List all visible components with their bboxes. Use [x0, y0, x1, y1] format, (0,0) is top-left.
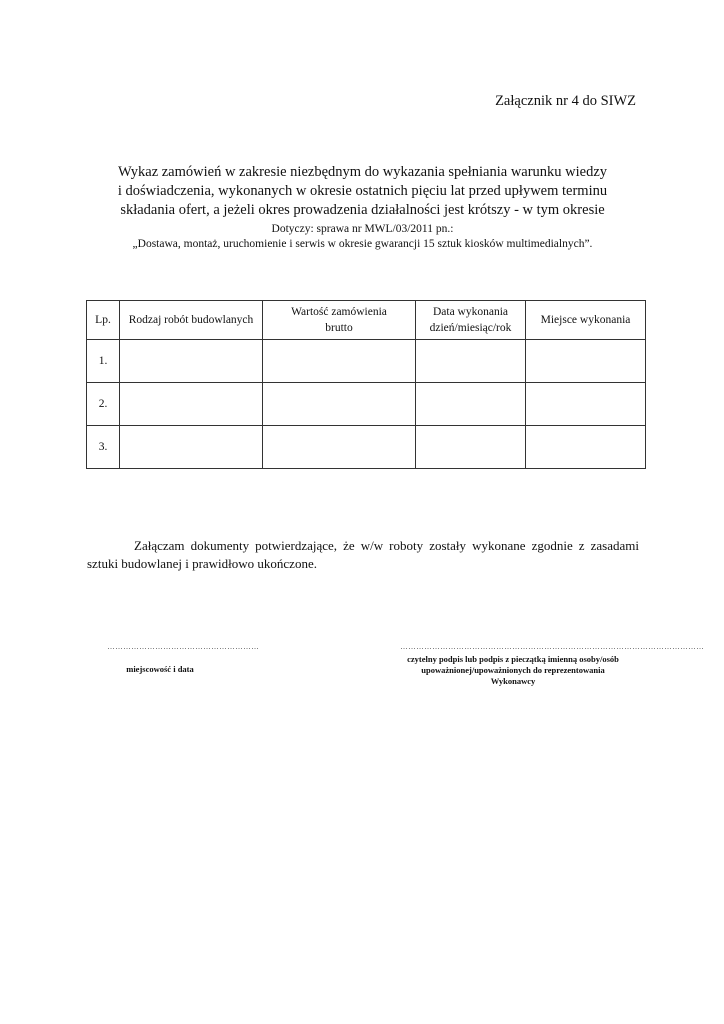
signature-label-line2: upoważnionej/upoważnionych do reprezentowania [421, 665, 605, 675]
case-number: Dotyczy: sprawa nr MWL/03/2011 pn.: [271, 223, 454, 235]
row-number: 1. [87, 340, 120, 383]
procurement-title: „Dostawa, montaż, uruchomienie i serwis w okresie gwarancji 15 sztuk kiosków multimedialnych”. [132, 238, 593, 250]
table-header-row [87, 301, 646, 340]
signature-label-line1: czytelny podpis lub podpis z pieczątką imienną osoby/osób [407, 654, 619, 664]
cell-value[interactable] [263, 340, 416, 383]
attachment-statement: Załączam dokumenty potwierdzające, że w/w roboty zostały wykonane zgodnie z zasadami sztuki budowlanej i prawidłowo ukończone. [87, 538, 639, 571]
header-date-line2: dzień/miesiąc/rok [429, 322, 512, 334]
cell-works-type[interactable] [120, 383, 263, 426]
regarding-block [60, 222, 665, 252]
row-number: 2. [87, 383, 120, 426]
heading-line-1: Wykaz zamówień w zakresie niezbędnym do wykazania spełniania warunku wiedzy [117, 164, 608, 180]
cell-works-type[interactable] [120, 426, 263, 469]
cell-place[interactable] [526, 383, 646, 426]
cell-value[interactable] [263, 426, 416, 469]
header-date-line1: Data wykonania [432, 306, 509, 318]
heading-line-2: i doświadczenia, wykonanych w okresie ostatnich pięciu lat przed upływem terminu [117, 183, 608, 199]
signature-label-line3: Wykonawcy [490, 676, 536, 686]
cell-place[interactable] [526, 340, 646, 383]
signature-line[interactable]: …………………………………………………………………………………………………… [400, 642, 704, 651]
header-value [263, 301, 416, 340]
header-value-line1: Wartość zamówienia [291, 306, 387, 318]
table-row [87, 383, 646, 426]
works-table [86, 300, 646, 469]
cell-value[interactable] [263, 383, 416, 426]
row-number: 3. [87, 426, 120, 469]
attachment-label: Załącznik nr 4 do SIWZ [495, 93, 636, 109]
document-heading [60, 163, 665, 220]
table-row [87, 426, 646, 469]
cell-date[interactable] [416, 340, 526, 383]
cell-place[interactable] [526, 426, 646, 469]
place-date-label: miejscowość i data [126, 664, 194, 674]
cell-date[interactable] [416, 383, 526, 426]
header-place: Miejsce wykonania [526, 301, 646, 340]
header-value-line2: brutto [325, 322, 353, 334]
heading-line-3: składania ofert, a jeżeli okres prowadzenia działalności jest krótszy - w tym okresie [120, 202, 605, 218]
place-date-signature-line[interactable]: ………………………………………………… [107, 642, 259, 651]
header-lp: Lp. [87, 301, 120, 340]
table-row [87, 340, 646, 383]
header-date [416, 301, 526, 340]
cell-date[interactable] [416, 426, 526, 469]
cell-works-type[interactable] [120, 340, 263, 383]
signature-label [378, 654, 648, 687]
header-works-type: Rodzaj robót budowlanych [120, 301, 263, 340]
